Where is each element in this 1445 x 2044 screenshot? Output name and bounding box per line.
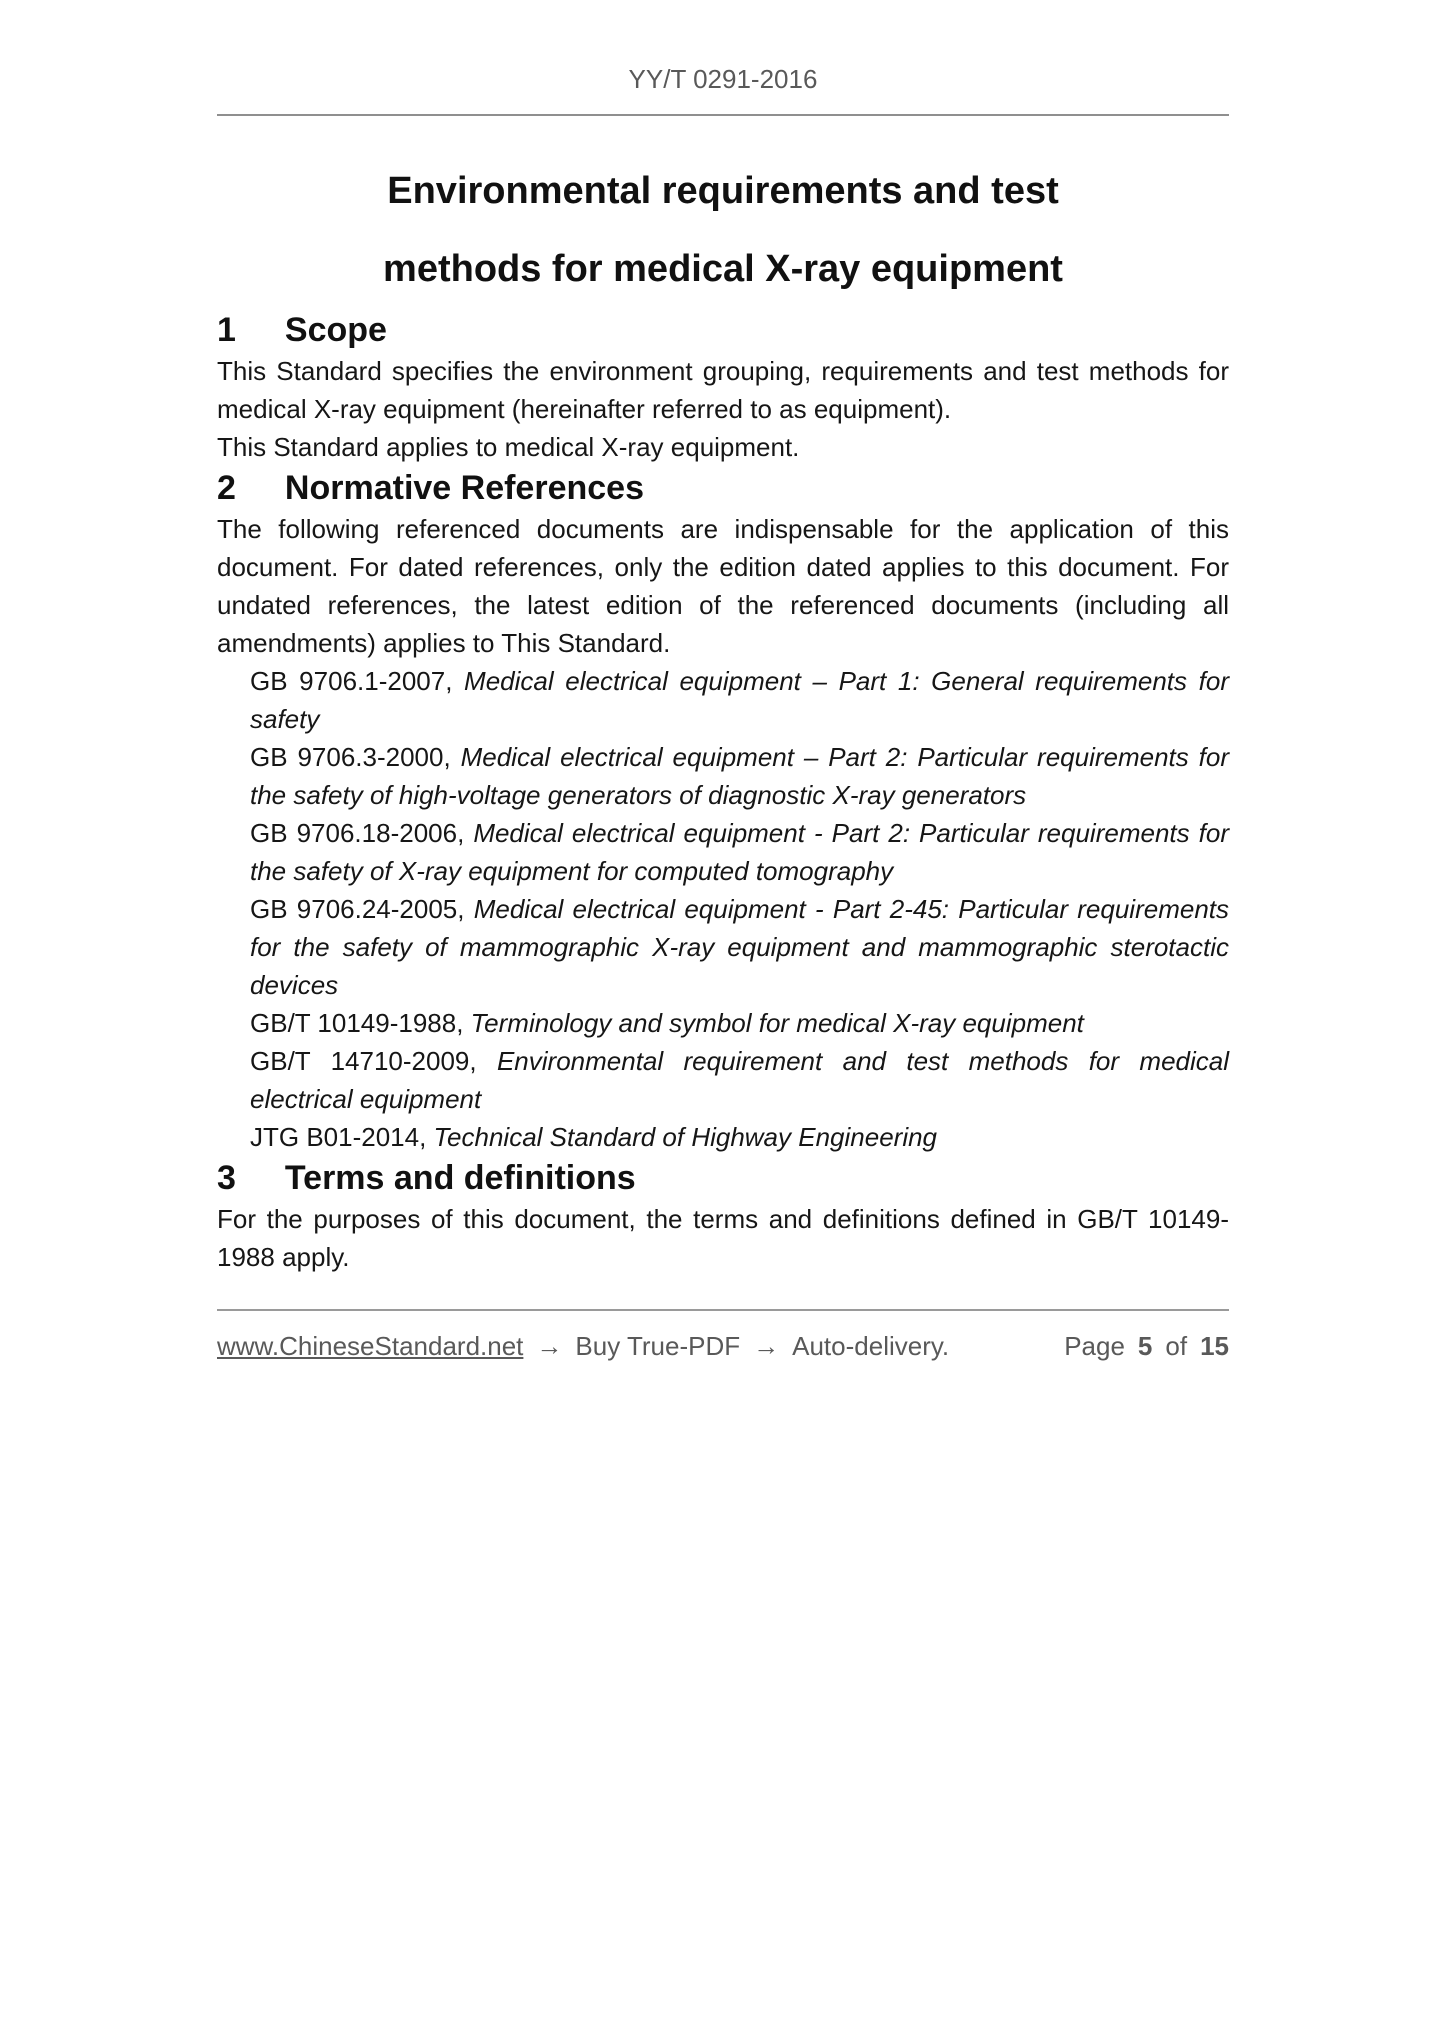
reference-code: GB 9706.1-2007, xyxy=(250,666,465,696)
reference-title: Terminology and symbol for medical X-ray equipment xyxy=(470,1008,1084,1038)
reference-code: GB 9706.18-2006, xyxy=(250,818,474,848)
section-normative-references xyxy=(217,466,1229,1156)
reference-code: GB 9706.24-2005, xyxy=(250,894,474,924)
title-line-2: methods for medical X-ray equipment xyxy=(383,248,1063,290)
of-label: of xyxy=(1165,1331,1188,1361)
scope-paragraph-1: This Standard specifies the environment grouping, requirements and test methods for medical X-ray equipment (hereinafter referred to as equipment). xyxy=(217,356,1229,424)
section-heading-terms-and-definitions xyxy=(217,1156,1229,1200)
reference-item xyxy=(217,890,1229,1004)
section-terms-and-definitions xyxy=(217,1156,1229,1276)
document-number: YY/T 0291-2016 xyxy=(628,64,818,94)
section-number: 1 xyxy=(217,311,236,349)
reference-item xyxy=(217,662,1229,738)
footer-delivery-label: Auto-delivery. xyxy=(792,1331,950,1361)
section-heading-normative-references xyxy=(217,466,1229,510)
arrow-right-icon: → xyxy=(536,1331,563,1361)
reference-code: GB 9706.3-2000, xyxy=(250,742,461,772)
reference-item xyxy=(217,814,1229,890)
normative-references-intro: The following referenced documents are indispensable for the application of this document. For dated references, only the edition dated applies to this document. For undated references, the latest edition of the referenced documents (including all amendments) applies to This Standard. xyxy=(217,514,1229,658)
footer-source-line xyxy=(217,1331,949,1361)
reference-title: Medical electrical equipment - Part 2-45: Particular requirements for the safety of mammographic X-ray equipment and mammographic sterotactic devices xyxy=(250,894,1229,1000)
reference-title: Medical electrical equipment – Part 1: General requirements for safety xyxy=(250,666,1229,734)
section-heading-scope xyxy=(217,308,1229,352)
title-line-1: Environmental requirements and test xyxy=(387,170,1059,212)
section-scope xyxy=(217,308,1229,466)
page-current: 5 xyxy=(1137,1331,1153,1361)
reference-item xyxy=(217,1118,1229,1156)
section-number: 3 xyxy=(217,1159,236,1197)
reference-title: Medical electrical equipment - Part 2: Particular requirements for the safety of X-ray equipment for computed tomography xyxy=(250,818,1229,886)
website-link[interactable]: www.ChineseStandard.net xyxy=(217,1331,524,1361)
reference-item xyxy=(217,1042,1229,1118)
page-total: 15 xyxy=(1200,1331,1229,1361)
reference-title: Environmental requirement and test methods for medical electrical equipment xyxy=(250,1046,1229,1114)
document-title xyxy=(217,152,1229,308)
reference-code: GB/T 14710-2009, xyxy=(250,1046,497,1076)
reference-code: GB/T 10149-1988, xyxy=(250,1008,471,1038)
reference-code: JTG B01-2014, xyxy=(250,1122,434,1152)
section-number: 2 xyxy=(217,469,236,507)
terms-paragraph: For the purposes of this document, the terms and definitions defined in GB/T 10149-1988 apply. xyxy=(217,1204,1229,1272)
page-footer xyxy=(217,1331,1229,1361)
header-rule xyxy=(217,114,1229,116)
reference-title: Medical electrical equipment – Part 2: Particular requirements for the safety of high-voltage generators of diagnostic X-ray generators xyxy=(250,742,1230,810)
page-indicator xyxy=(1064,1331,1229,1361)
reference-title: Technical Standard of Highway Engineering xyxy=(433,1122,938,1152)
arrow-right-icon: → xyxy=(753,1331,780,1361)
reference-item xyxy=(217,1004,1229,1042)
section-heading-label: Scope xyxy=(284,311,387,349)
footer-rule xyxy=(217,1309,1229,1311)
reference-item xyxy=(217,738,1229,814)
section-heading-label: Terms and definitions xyxy=(284,1159,636,1197)
section-heading-label: Normative References xyxy=(284,469,644,507)
footer-buy-label: Buy True-PDF xyxy=(575,1331,741,1361)
page-label: Page xyxy=(1064,1331,1125,1361)
scope-paragraph-2: This Standard applies to medical X-ray equipment. xyxy=(217,432,800,462)
